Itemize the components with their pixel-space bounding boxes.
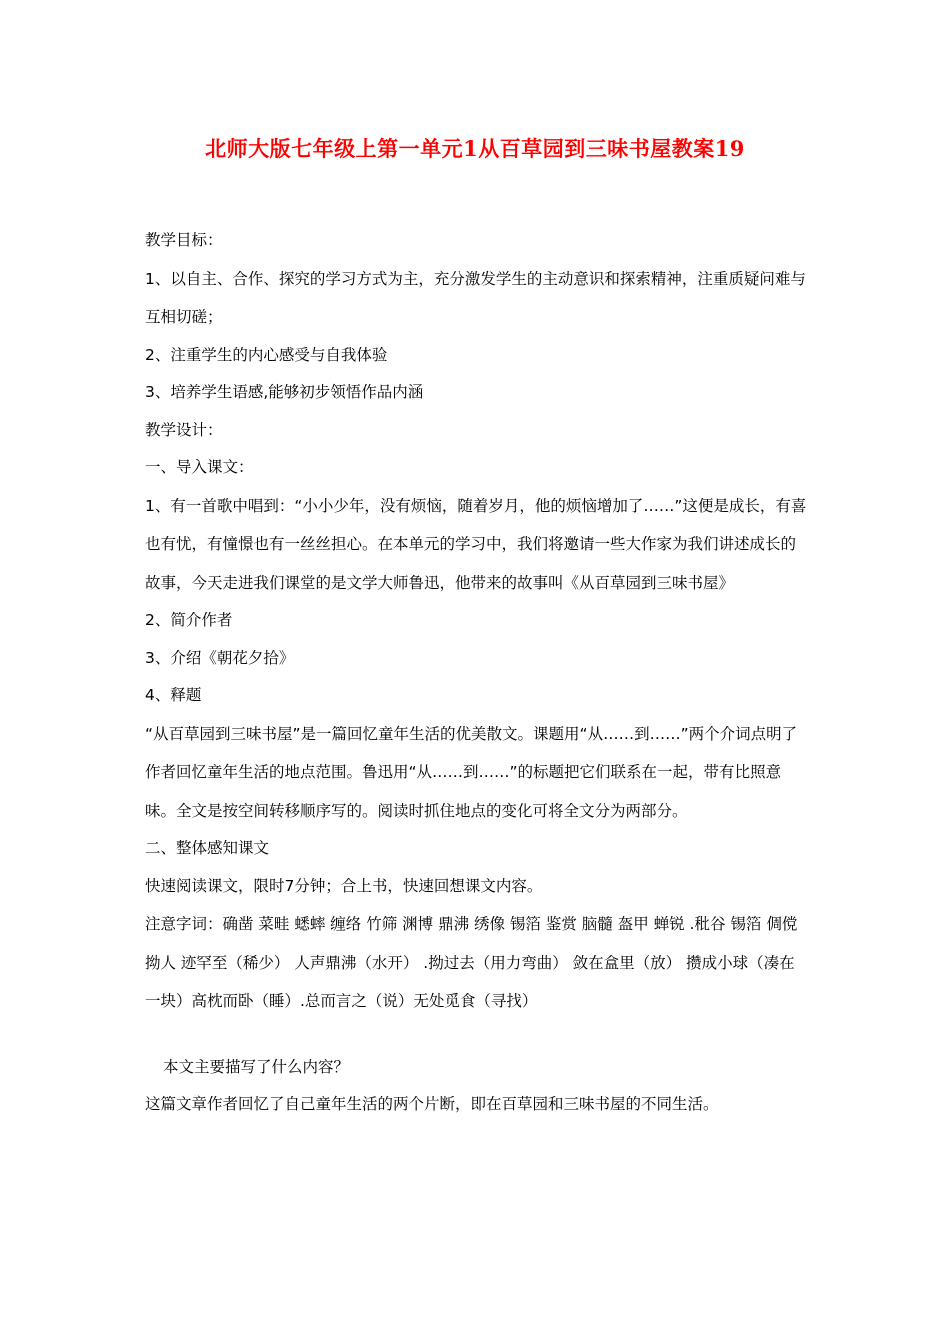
paragraph-title-analysis: “从百草园到三味书屋”是一篇回忆童年生活的优美散文。课题用“从……到……”两个介词点明了作者回忆童年生活的地点范围。鲁迅用“从……到……”的标题把它们联系在一起，带有比照意味。全文是按空间转移顺序写的。阅读时抓住地点的变化可将全文分为两部分。 — [145, 724, 798, 820]
document-title: 北师大版七年级上第一单元1从百草园到三味书屋教案19 — [205, 136, 745, 161]
paragraph-author-intro: 2、简介作者 — [145, 611, 233, 629]
paragraph-gap — [145, 1021, 810, 1049]
paragraph-objective-2: 2、注重学生的内心感受与自我体验 — [145, 345, 388, 364]
paragraph-objective-3: 3、培养学生语感,能够初步领悟作品内涵 — [145, 383, 424, 401]
paragraph-reading-task: 快速阅读课文，限时7分钟；合上书，快速回想课文内容。 — [145, 876, 543, 895]
paragraph-intro-song: 1、有一首歌中唱到：“小小少年，没有烦恼，随着岁月，他的烦恼增加了……”这便是成长，有喜也有忧，有憧憬也有一丝丝担心。在本单元的学习中，我们将邀请一些大作家为我们讲述成长的故事，今天走进我们课堂的是文学大师鲁迅，他带来的故事叫《从百草园到三味书屋》 — [145, 496, 807, 592]
paragraph-design-heading: 教学设计： — [145, 420, 223, 439]
paragraph-vocabulary: 注意字词：确凿 菜畦 蟋蟀 缠络 竹筛 渊博 鼎沸 绣像 锡箔 鉴赏 脑髓 盔甲 蝉锐 .秕谷 锡箔 倜傥 拗人 迹罕至（稀少） 人声鼎沸（水开） .拗过去（用力弯曲） 敛在盒里（放） 攒成小球（凑在一块）高枕而卧（睡）.总而言之（说）无处觅食（寻找） — [145, 915, 798, 1010]
paragraph-answer: 这篇文章作者回忆了自己童年生活的两个片断，即在百草园和三味书屋的不同生活。 — [145, 1095, 719, 1113]
paragraph-section-1-heading: 一、导入课文： — [145, 458, 254, 476]
paragraph-book-intro: 3、介绍《朝花夕拾》 — [145, 648, 295, 667]
paragraph-question: 本文主要描写了什么内容？ — [163, 1057, 350, 1076]
paragraph-objective-1: 1、以自主、合作、探究的学习方式为主，充分激发学生的主动意识和探索精神，注重质疑问难与互相切磋； — [145, 269, 806, 326]
document-body — [145, 222, 810, 1124]
paragraph-objectives-heading: 教学目标： — [145, 231, 223, 249]
paragraph-section-2-heading: 二、整体感知课文 — [145, 839, 270, 857]
paragraph-title-explain: 4、释题 — [145, 686, 202, 704]
